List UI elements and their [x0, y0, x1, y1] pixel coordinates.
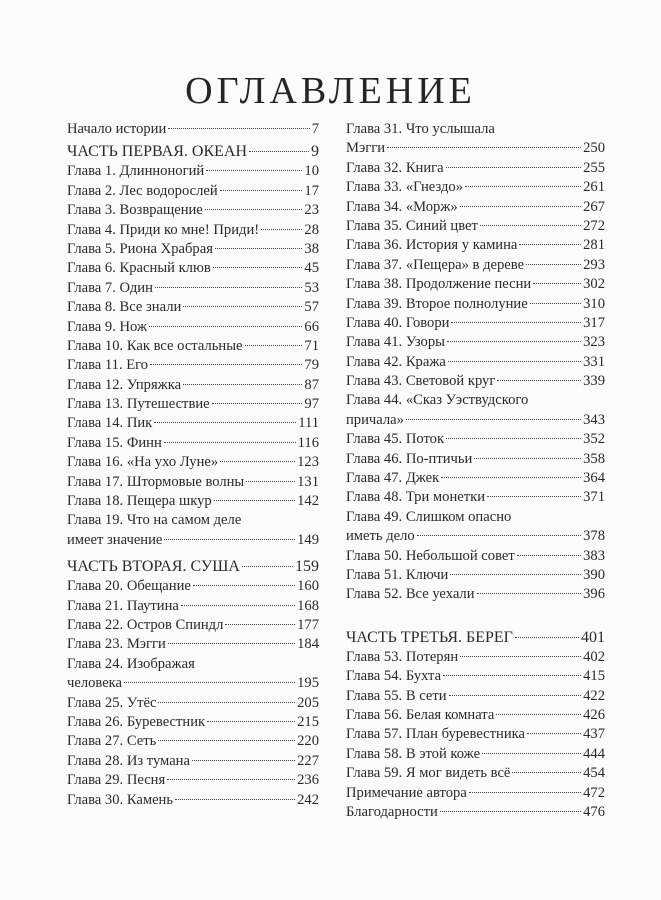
toc-page-number: 66	[304, 318, 319, 335]
toc-page-number: 195	[297, 675, 319, 692]
toc-page-number: 476	[583, 803, 605, 820]
dot-leader	[448, 361, 581, 362]
toc-entry	[67, 694, 319, 713]
toc-entry-title: Глава 37. «Пещера» в дереве	[346, 256, 525, 273]
toc-entry-title: Благодарности	[346, 803, 438, 820]
toc-page-number: 255	[583, 159, 605, 176]
dot-leader	[465, 186, 581, 187]
toc-entry-title: Глава 47. Джек	[346, 470, 440, 487]
toc-page-number: 272	[583, 217, 605, 234]
dot-leader	[497, 380, 581, 381]
dot-leader	[245, 345, 303, 346]
toc-page-number: 437	[583, 726, 605, 743]
dot-leader	[440, 811, 581, 812]
toc-entry	[346, 547, 605, 566]
toc-entry-title: Глава 6. Красный клюв	[67, 260, 211, 277]
toc-entry-title: Глава 26. Буревестник	[67, 713, 206, 730]
toc-page-number: 215	[297, 713, 319, 730]
dot-leader	[480, 225, 581, 226]
toc-entry-title: Глава 59. Я мог видеть всё	[346, 765, 511, 782]
toc-page-number: 339	[583, 373, 605, 390]
toc-entry-title: Глава 32. Книга	[346, 159, 444, 176]
toc-entry	[67, 771, 319, 790]
toc-entry	[346, 314, 605, 333]
dot-leader	[477, 593, 582, 594]
toc-entry	[67, 279, 319, 298]
toc-page-number: 454	[583, 765, 605, 782]
toc-entry-title: Глава 22. Остров Спиндл	[67, 616, 224, 633]
dot-leader	[220, 461, 295, 462]
dot-leader	[150, 364, 302, 365]
toc-entry-title: Глава 3. Возвращение	[67, 202, 203, 219]
toc-entry-title: Глава 43. Световой круг	[346, 373, 496, 390]
dot-leader	[214, 500, 295, 501]
dot-leader	[155, 287, 302, 288]
dot-leader	[474, 458, 581, 459]
toc-entry-title: Глава 17. Штормовые волны	[67, 473, 245, 490]
toc-entry	[346, 333, 605, 352]
toc-entry	[346, 585, 605, 604]
toc-entry	[67, 492, 319, 511]
toc-entry	[346, 566, 605, 585]
toc-entry	[67, 182, 319, 201]
toc-entry-title: Глава 46. По-птичьи	[346, 450, 473, 467]
toc-entry-title: Глава 2. Лес водорослей	[67, 182, 218, 199]
toc-page-number: 9	[311, 143, 319, 161]
toc-entry	[67, 201, 319, 220]
toc-page-number: 79	[304, 357, 319, 374]
dot-leader	[154, 422, 296, 423]
toc-entry-title: Глава 1. Длинноногий	[67, 163, 205, 180]
toc-page-number: 97	[304, 396, 319, 413]
toc-page-number: 422	[583, 687, 605, 704]
toc-entry	[346, 372, 605, 391]
toc-entry-title: Глава 4. Приди ко мне! Приди!	[67, 221, 260, 238]
toc-entry-title: Глава 36. История у камина	[346, 237, 518, 254]
dot-leader	[512, 772, 581, 773]
toc-entry-title: ЧАСТЬ ВТОРАЯ. СУША	[67, 558, 240, 576]
toc-page-number: 415	[583, 668, 605, 685]
toc-page-number: 45	[304, 260, 319, 277]
dot-leader	[527, 733, 581, 734]
toc-entry-title: причала»	[346, 411, 404, 428]
toc-entry-title: Глава 5. Риона Храбрая	[67, 240, 213, 257]
toc-entry	[346, 469, 605, 488]
toc-page-number: 402	[583, 648, 605, 665]
toc-page-number: 53	[304, 279, 319, 296]
toc-entry	[67, 453, 319, 472]
toc-entry	[346, 411, 605, 430]
dot-leader	[220, 190, 303, 191]
dot-leader	[168, 128, 309, 129]
toc-entry	[346, 236, 605, 255]
dot-leader	[164, 539, 295, 540]
toc-entry	[67, 531, 319, 550]
dot-leader	[517, 555, 581, 556]
toc-entry-title: Глава 30. Камень	[67, 791, 174, 808]
dot-leader	[215, 248, 303, 249]
toc-entry-title: Глава 51. Ключи	[346, 566, 449, 583]
toc-entry-title: Глава 38. Продолжение песни	[346, 276, 532, 293]
dot-leader	[446, 438, 581, 439]
toc-entry	[346, 725, 605, 744]
toc-entry-title-line: Глава 44. «Сказ Уэствудского	[346, 392, 529, 409]
dot-leader	[149, 326, 302, 327]
toc-page-number: 205	[297, 694, 319, 711]
toc-page-number: 383	[583, 547, 605, 564]
toc-entry-title: ЧАСТЬ ПЕРВАЯ. ОКЕАН	[67, 143, 248, 161]
toc-entry	[346, 745, 605, 764]
dot-leader	[206, 170, 302, 171]
dot-leader	[124, 682, 295, 683]
toc-page-number: 236	[297, 772, 319, 789]
dot-leader	[193, 585, 295, 586]
toc-page-number: 293	[583, 256, 605, 273]
toc-entry-title: Глава 14. Пик	[67, 415, 153, 432]
toc-entry-title: Глава 11. Его	[67, 357, 149, 374]
toc-entry-title: имеет значение	[67, 531, 163, 548]
toc-entry-title-line: Глава 24. Изображая	[67, 655, 195, 672]
dot-leader	[449, 695, 582, 696]
toc-entry-title: Глава 28. Из тумана	[67, 752, 190, 769]
toc-entry-title: Глава 56. Белая комната	[346, 706, 495, 723]
dot-leader	[406, 419, 581, 420]
toc-page-number: 310	[583, 295, 605, 312]
dot-leader	[519, 244, 581, 245]
toc-entry	[67, 752, 319, 771]
dot-leader	[249, 151, 309, 152]
toc-entry	[346, 430, 605, 449]
toc-page-number: 250	[583, 140, 605, 157]
toc-entry-title: Глава 55. В сети	[346, 687, 447, 704]
toc-entry-title: Глава 45. Поток	[346, 431, 445, 448]
toc-page-number: 111	[298, 415, 319, 432]
dot-leader	[441, 477, 581, 478]
toc-entry	[67, 356, 319, 375]
toc-page-number: 28	[304, 221, 319, 238]
toc-page-number: 343	[583, 411, 605, 428]
toc-page-number: 281	[583, 237, 605, 254]
dot-leader	[526, 264, 581, 265]
toc-entry	[67, 120, 319, 139]
toc-page-number: 364	[583, 470, 605, 487]
dot-leader	[451, 322, 581, 323]
dot-leader	[158, 740, 295, 741]
toc-entry	[346, 706, 605, 725]
dot-leader	[450, 574, 581, 575]
toc-entry	[67, 376, 319, 395]
toc-page-number: 184	[297, 636, 319, 653]
toc-page-number: 371	[583, 489, 605, 506]
toc-page-number: 123	[297, 454, 319, 471]
toc-entry-title: Глава 52. Все уехали	[346, 586, 475, 603]
toc-entry	[67, 434, 319, 453]
dot-leader	[225, 624, 295, 625]
toc-page-number: 131	[297, 473, 319, 490]
toc-entry	[67, 635, 319, 654]
dot-leader	[496, 714, 581, 715]
toc-entry-title: Глава 53. Потерян	[346, 648, 459, 665]
toc-page-number: 116	[297, 434, 319, 451]
toc-entry	[346, 159, 605, 178]
toc-entry	[67, 240, 319, 259]
toc-page-number: 220	[297, 733, 319, 750]
toc-entry	[67, 732, 319, 751]
dot-leader	[469, 792, 581, 793]
toc-part-heading	[346, 627, 605, 648]
toc-page-number: 87	[304, 376, 319, 393]
toc-entry	[346, 178, 605, 197]
toc-entry	[67, 337, 319, 356]
toc-entry-title: Глава 50. Небольшой совет	[346, 547, 515, 564]
toc-entry-title: Глава 25. Утёс	[67, 694, 157, 711]
toc-page-number: 168	[297, 597, 319, 614]
dot-leader	[530, 303, 581, 304]
dot-leader	[158, 702, 295, 703]
toc-entry-title: Примечание автора	[346, 784, 467, 801]
toc-page-number: 472	[583, 784, 605, 801]
dot-leader	[181, 605, 295, 606]
toc-entry	[67, 713, 319, 732]
toc-entry-title: Глава 18. Пещера шкур	[67, 493, 212, 510]
toc-right-column	[346, 120, 605, 822]
toc-entry-title: Глава 29. Песня	[67, 772, 166, 789]
toc-entry-title-line: Глава 19. Что на самом деле	[67, 512, 242, 529]
toc-page-number: 323	[583, 334, 605, 351]
toc-entry	[67, 298, 319, 317]
dot-leader	[205, 209, 303, 210]
toc-page-number: 358	[583, 450, 605, 467]
dot-leader	[533, 283, 581, 284]
toc-entry	[346, 217, 605, 236]
toc-entry-title: Глава 15. Финн	[67, 434, 162, 451]
toc-entry	[67, 318, 319, 337]
toc-entry	[67, 616, 319, 635]
toc-entry-title: ЧАСТЬ ТРЕТЬЯ. БЕРЕГ	[346, 628, 513, 646]
toc-page-number: 149	[297, 531, 319, 548]
toc-entry	[346, 803, 605, 822]
toc-entry	[67, 162, 319, 181]
dot-leader	[447, 341, 581, 342]
toc-part-heading	[67, 141, 319, 162]
toc-page-number: 401	[581, 628, 605, 646]
toc-entry	[346, 667, 605, 686]
toc-entry-title: Глава 10. Как все остальные	[67, 337, 243, 354]
toc-entry-title: Глава 35. Синий цвет	[346, 217, 478, 234]
dot-leader	[460, 206, 581, 207]
dot-leader	[246, 481, 295, 482]
toc-entry-title: Глава 21. Паутина	[67, 597, 179, 614]
toc-entry-title: Глава 54. Бухта	[346, 668, 442, 685]
toc-page-number: 331	[583, 353, 605, 370]
dot-leader	[242, 566, 293, 567]
toc-page-number: 7	[311, 121, 319, 137]
toc-page-number: 38	[304, 240, 319, 257]
toc-entry-title: человека	[67, 675, 123, 692]
toc-entry	[67, 221, 319, 240]
toc-page-number: 71	[304, 337, 319, 354]
dot-leader	[482, 753, 581, 754]
dot-leader	[446, 167, 581, 168]
toc-entry-title: Глава 39. Второе полнолуние	[346, 295, 528, 312]
toc-entry	[346, 139, 605, 158]
dot-leader	[183, 306, 302, 307]
toc-page-number: 396	[583, 586, 605, 603]
toc-entry	[67, 577, 319, 596]
toc-page-number: 160	[297, 578, 319, 595]
toc-entry	[67, 791, 319, 810]
toc-page-number: 390	[583, 566, 605, 583]
toc-entry	[346, 450, 605, 469]
toc-page-number: 444	[583, 745, 605, 762]
toc-entry-title: Глава 57. План буревестника	[346, 726, 525, 743]
toc-page-number: 159	[295, 558, 319, 576]
toc-entry-title: Глава 23. Мэгги	[67, 636, 166, 653]
dot-leader	[192, 760, 295, 761]
toc-entry-title: Глава 20. Обещание	[67, 578, 191, 595]
dot-leader	[387, 147, 581, 148]
dot-leader	[212, 403, 303, 404]
toc-entry	[67, 414, 319, 433]
toc-entry-title: Глава 13. Путешествие	[67, 396, 210, 413]
toc-page-number: 378	[583, 528, 605, 545]
dot-leader	[168, 643, 295, 644]
toc-entry-title: Мэгги	[346, 140, 386, 157]
toc-entry	[346, 295, 605, 314]
toc-entry-title: Глава 8. Все знали	[67, 299, 182, 316]
toc-entry	[346, 275, 605, 294]
toc-page-number: 10	[304, 163, 319, 180]
dot-leader	[460, 656, 581, 657]
toc-page-number: 17	[304, 182, 319, 199]
dot-leader	[261, 229, 302, 230]
toc-entry-title: иметь дело	[346, 528, 415, 545]
toc-entry	[67, 674, 319, 693]
toc-entry-title: Глава 27. Сеть	[67, 733, 157, 750]
toc-page-number: 317	[583, 314, 605, 331]
toc-page-number: 23	[304, 202, 319, 219]
dot-leader	[207, 721, 295, 722]
toc-entry-title: Глава 48. Три монетки	[346, 489, 486, 506]
toc-entry-title-line: Глава 49. Слишком опасно	[346, 508, 512, 525]
toc-part-heading	[67, 556, 319, 577]
toc-entry	[346, 256, 605, 275]
dot-leader	[515, 637, 579, 638]
dot-leader	[417, 535, 581, 536]
toc-entry	[346, 198, 605, 217]
toc-entry-title: Глава 58. В этой коже	[346, 745, 481, 762]
dot-leader	[213, 267, 303, 268]
toc-entry-title: Глава 34. «Морж»	[346, 198, 458, 215]
toc-page-number: 302	[583, 276, 605, 293]
toc-entry	[346, 648, 605, 667]
toc-entry-title-line: Глава 31. Что услышала	[346, 121, 495, 137]
toc-entry	[346, 353, 605, 372]
toc-entry-title: Глава 9. Нож	[67, 318, 148, 335]
toc-page-number: 177	[297, 616, 319, 633]
toc-page-number: 57	[304, 299, 319, 316]
toc-entry	[346, 784, 605, 803]
toc-page-number: 352	[583, 431, 605, 448]
toc-entry	[346, 764, 605, 783]
toc-entry	[67, 597, 319, 616]
dot-leader	[175, 799, 295, 800]
toc-entry	[67, 259, 319, 278]
toc-page-number: 426	[583, 706, 605, 723]
toc-entry-title: Глава 40. Говори	[346, 314, 450, 331]
toc-page-number: 242	[297, 791, 319, 808]
toc-entry	[346, 687, 605, 706]
toc-page-number: 142	[297, 493, 319, 510]
toc-entry	[346, 527, 605, 546]
dot-leader	[167, 779, 295, 780]
toc-left-column	[67, 120, 319, 810]
toc-page-number: 227	[297, 752, 319, 769]
page-title: ОГЛАВЛЕНИЕ	[185, 70, 476, 113]
toc-page-number: 261	[583, 179, 605, 196]
toc-entry-title: Глава 7. Один	[67, 279, 153, 296]
toc-entry-title: Глава 16. «На ухо Луне»	[67, 454, 219, 471]
toc-entry-title: Глава 12. Упряжка	[67, 376, 182, 393]
dot-leader	[183, 384, 302, 385]
toc-entry-title: Глава 42. Кража	[346, 353, 446, 370]
toc-page-number: 267	[583, 198, 605, 215]
dot-leader	[487, 496, 581, 497]
toc-entry-title: Глава 41. Узоры	[346, 334, 445, 351]
toc-entry-title: Начало истории	[67, 121, 167, 137]
toc-entry-title: Глава 33. «Гнездо»	[346, 179, 463, 196]
toc-entry	[346, 488, 605, 507]
toc-entry	[67, 473, 319, 492]
toc-entry	[67, 395, 319, 414]
dot-leader	[443, 675, 581, 676]
dot-leader	[164, 442, 296, 443]
